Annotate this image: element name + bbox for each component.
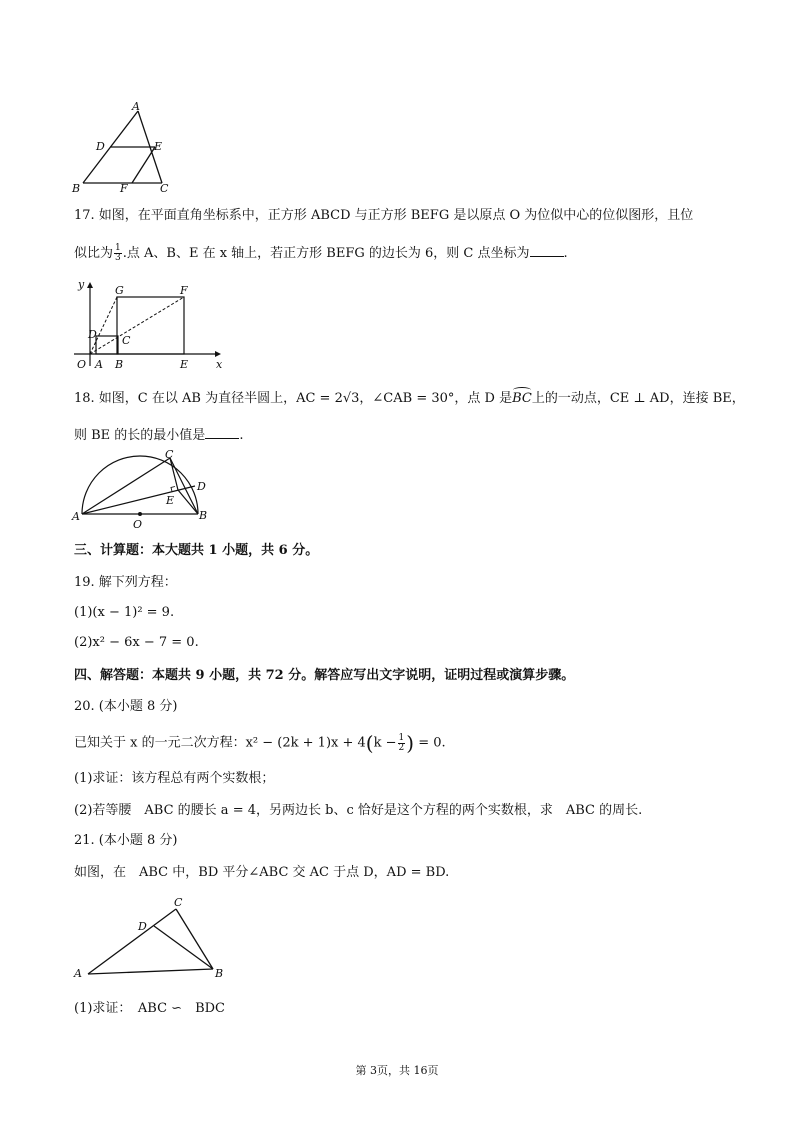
fig17-label-c: C xyxy=(122,334,131,347)
fig16-label-f: F xyxy=(120,182,128,195)
q20-stem-post: = 0. xyxy=(418,735,446,751)
q20-k-minus: k − xyxy=(373,735,397,751)
q17-answer-blank[interactable] xyxy=(530,244,564,257)
q17-line2 xyxy=(74,244,568,263)
fig17-label-y: y xyxy=(78,278,85,291)
fig16-label-c: C xyxy=(160,182,169,195)
q21-part1: (1)求证： ABC ∽ BDC xyxy=(74,1001,225,1016)
fig18-label-a: A xyxy=(72,510,80,523)
fig21-label-d: D xyxy=(138,920,147,933)
fig17-label-f: F xyxy=(180,284,188,297)
fig17-label-x: x xyxy=(216,358,223,371)
q17-line2-pre: 似比为 xyxy=(74,246,114,261)
q17-ratio-den: 3 xyxy=(115,253,121,263)
q19-eq2: (2)x² − 6x − 7 = 0. xyxy=(74,635,199,650)
triangle-figure-16 xyxy=(70,100,180,195)
coordinate-figure-17 xyxy=(70,278,230,373)
q21-stem: 如图，在 ABC 中，BD 平分∠ABC 交 AC 于点 D，AD = BD. xyxy=(74,865,450,880)
q17-line1: 17. 如图，在平面直角坐标系中，正方形 ABCD 与正方形 BEFG 是以原点 O 为位似中心的位似图形，且位 xyxy=(74,208,694,223)
fig16-label-b: B xyxy=(72,182,81,195)
q17-line2-post: .点 A、B、E 在 x 轴上，若正方形 BEFG 的边长为 6，则 C 点坐标为 xyxy=(122,246,530,261)
q20-part2: (2)若等腰 ABC 的腰长 a = 4，另两边长 b、c 恰好是这个方程的两个实数根，求 ABC 的周长. xyxy=(74,803,643,818)
q20-stem-pre: 已知关于 x 的一元二次方程：x² − (2k + 1)x + 4 xyxy=(74,735,366,751)
fig21-label-a: A xyxy=(74,967,82,980)
q20-half-den: 2 xyxy=(398,742,405,753)
fig17-label-o: O xyxy=(77,358,87,371)
q17-line2-end: . xyxy=(563,246,568,261)
semicircle-figure-18 xyxy=(70,448,220,533)
fig16-label-e: E xyxy=(154,140,163,153)
q21-title: 21. (本小题 8 分) xyxy=(74,833,178,848)
q18-line1-post: 上的一动点，CE ⊥ AD，连接 BE， xyxy=(531,391,745,406)
q17-ratio-num: 1 xyxy=(115,243,121,253)
q20-paren-close: ) xyxy=(406,731,415,755)
q20-half-fraction xyxy=(398,734,406,753)
q17-ratio-fraction xyxy=(114,244,122,263)
triangle-figure-21 xyxy=(70,895,235,990)
fig17-label-a: A xyxy=(95,358,103,371)
q19-eq1: (1)(x − 1)² = 9. xyxy=(74,605,175,620)
q18-line1 xyxy=(74,390,745,408)
fig18-label-d: D xyxy=(197,480,206,493)
q18-line2 xyxy=(74,426,243,445)
fig18-label-b: B xyxy=(199,509,208,522)
section4-heading: 四、解答题：本题共 9 小题，共 72 分。解答应写出文字说明，证明过程或演算步骤。 xyxy=(74,668,575,683)
fig17-label-g: G xyxy=(115,284,124,297)
q18-line2-end: . xyxy=(239,428,244,443)
fig18-label-e: E xyxy=(166,494,175,507)
q18-arc-bc: BC xyxy=(512,391,532,406)
fig17-label-d: D xyxy=(88,328,97,341)
q19-title: 19. 解下列方程： xyxy=(74,575,177,590)
fig17-label-e: E xyxy=(180,358,189,371)
q20-half-num: 1 xyxy=(398,732,405,743)
fig17-label-b: B xyxy=(115,358,124,371)
q18-line1-pre: 18. 如图，C 在以 AB 为直径半圆上，AC = 2√3，∠CAB = 30°，点 D 是 xyxy=(74,391,513,406)
fig16-label-d: D xyxy=(96,140,105,153)
fig18-label-c: C xyxy=(165,448,174,461)
q18-answer-blank[interactable] xyxy=(205,426,239,439)
fig16-label-a: A xyxy=(132,100,140,113)
q20-part1: (1)求证：该方程总有两个实数根； xyxy=(74,771,275,786)
fig21-label-c: C xyxy=(174,896,183,909)
q18-line2-pre: 则 BE 的长的最小值是 xyxy=(74,428,206,443)
fig21-label-b: B xyxy=(215,967,224,980)
q20-stem xyxy=(74,730,446,757)
q20-title: 20. (本小题 8 分) xyxy=(74,699,178,714)
q20-paren-open: ( xyxy=(365,731,374,755)
fig18-label-o: O xyxy=(133,518,143,531)
section3-heading: 三、计算题：本大题共 1 小题，共 6 分。 xyxy=(74,543,319,558)
page-footer: 第 3页，共 16页 xyxy=(355,1064,439,1077)
